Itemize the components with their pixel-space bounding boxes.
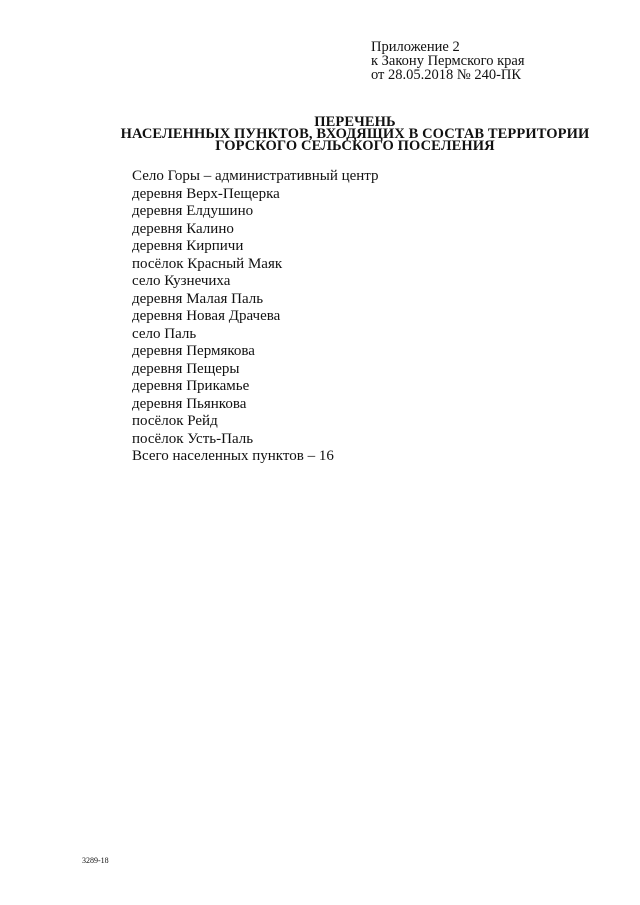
list-item: деревня Малая Паль — [132, 290, 264, 307]
list-item: деревня Калино — [132, 220, 234, 237]
list-item: посёлок Рейд — [132, 413, 218, 429]
document-title — [100, 116, 610, 152]
list-item: посёлок Красный Маяк — [132, 255, 283, 272]
settlement-list — [132, 168, 379, 448]
list-item: село Паль — [132, 325, 197, 342]
list-item: Село Горы – административный центр — [132, 168, 379, 184]
document-code: 3289-18 — [82, 856, 109, 865]
list-item: деревня Елдушино — [132, 203, 254, 219]
list-item: деревня Новая Драчева — [132, 308, 281, 324]
list-item: деревня Верх-Пещерка — [132, 185, 280, 202]
title-line-3: ГОРСКОГО СЕЛЬСКОГО ПОСЕЛЕНИЯ — [215, 138, 495, 154]
appendix-number: Приложение 2 — [371, 39, 460, 55]
list-item: посёлок Усть-Паль — [132, 430, 254, 447]
title-line-1: ПЕРЕЧЕНЬ — [314, 114, 396, 130]
appendix-law-date: от 28.05.2018 № 240-ПК — [371, 67, 522, 83]
list-item: деревня Прикамье — [132, 378, 250, 394]
appendix-law-reference: к Закону Пермского края — [371, 53, 525, 69]
list-item: деревня Пермякова — [132, 343, 255, 359]
list-item: деревня Пещеры — [132, 360, 240, 377]
list-item: деревня Пьянкова — [132, 395, 247, 412]
appendix-header — [371, 40, 525, 82]
list-item: село Кузнечиха — [132, 273, 231, 289]
list-item: деревня Кирпичи — [132, 238, 244, 254]
title-line-2: НАСЕЛЕННЫХ ПУНКТОВ, ВХОДЯЩИХ В СОСТАВ ТЕРРИТОРИИ — [120, 126, 590, 142]
settlement-total: Всего населенных пунктов – 16 — [132, 448, 334, 464]
